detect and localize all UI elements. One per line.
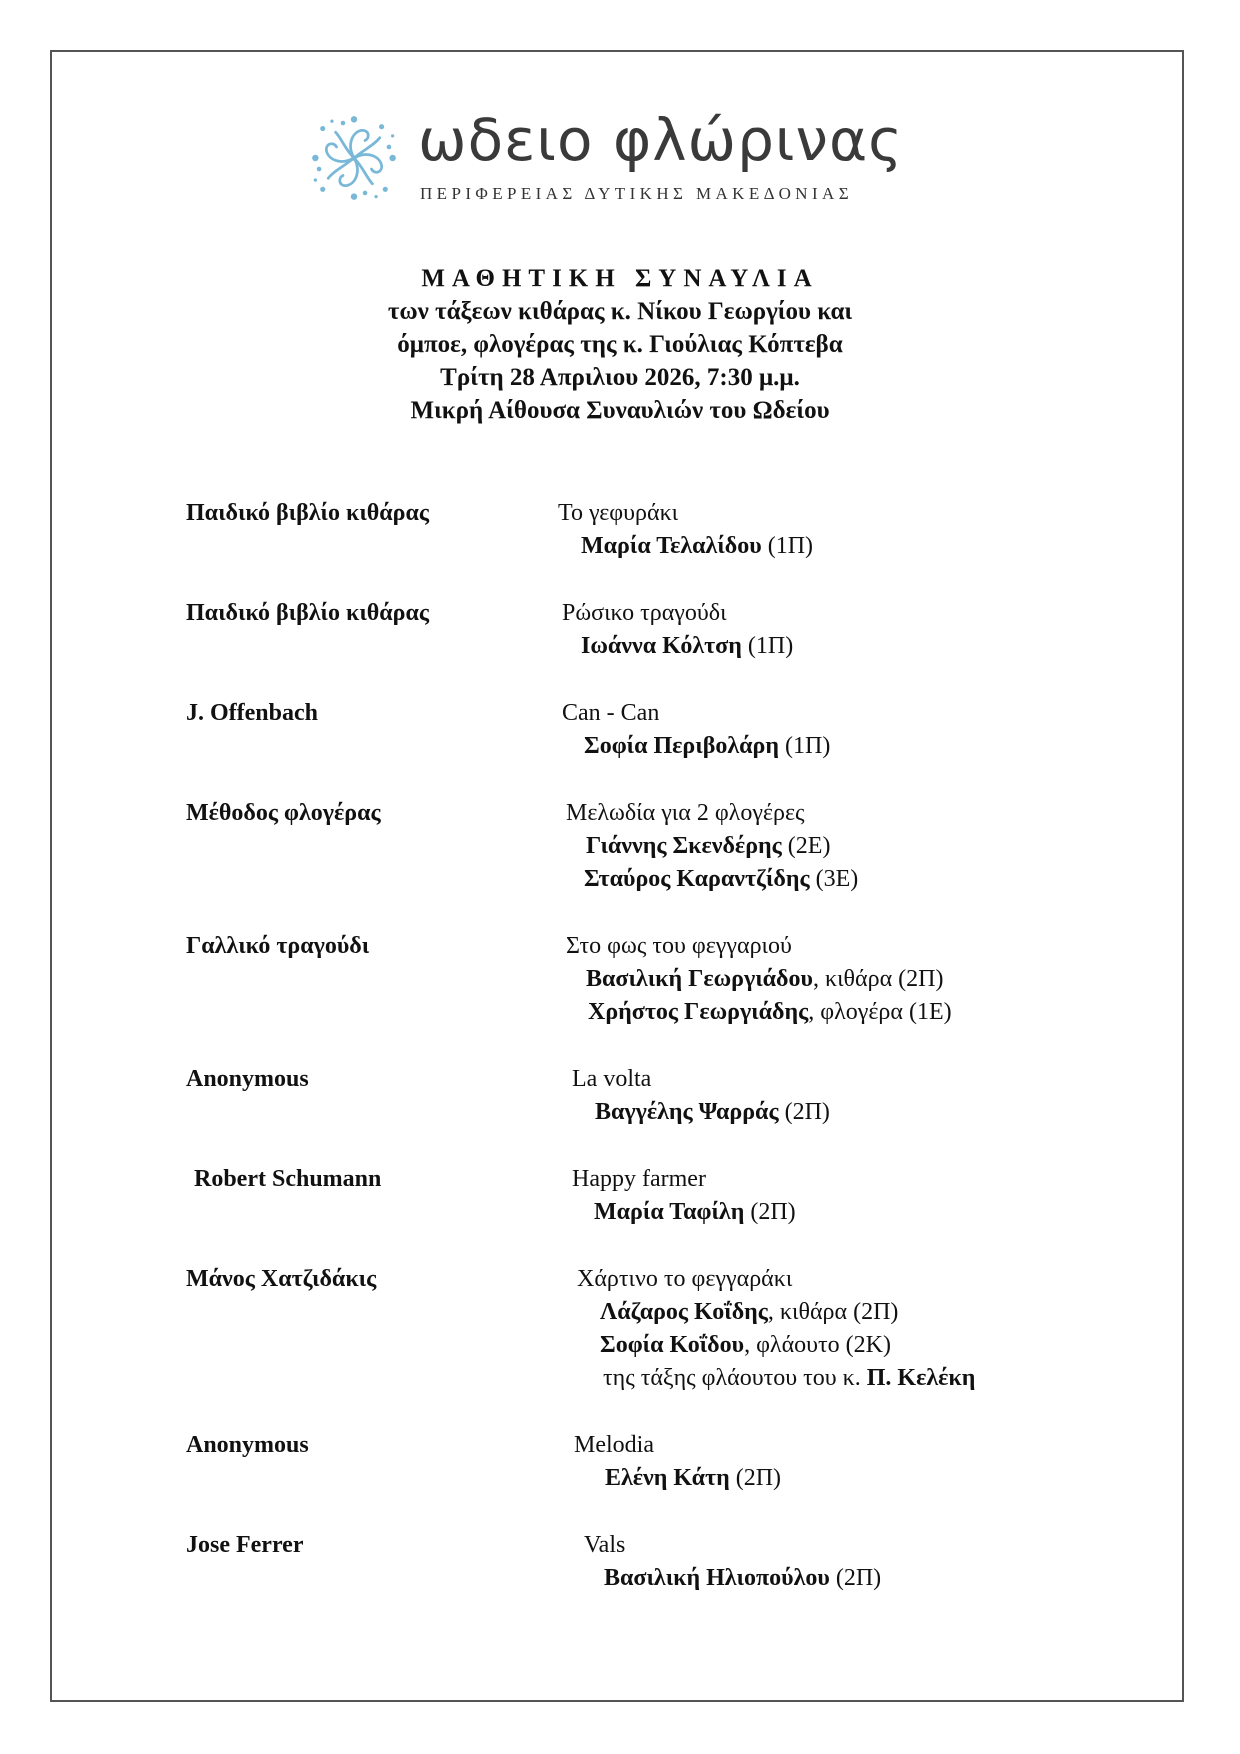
logo-flower-icon [308,112,400,204]
program-piece: Can - Can [562,700,660,726]
program-composer: Γαλλικό τραγούδι [186,933,370,959]
program-performer: Σοφία Κοΐδου, φλάουτο (2Κ) [600,1332,891,1358]
program-composer: Παιδικό βιβλίο κιθάρας [186,500,430,526]
program-performer: Χρήστος Γεωργιάδης, φλογέρα (1Ε) [588,999,952,1025]
program-composer: Anonymous [186,1432,309,1458]
program-performer: Γιάννης Σκενδέρης (2Ε) [586,833,831,859]
program-performer: Μαρία Ταφίλη (2Π) [594,1199,796,1225]
logo [308,106,928,212]
program-composer: J. Offenbach [186,700,318,726]
program-piece: Ρώσικο τραγούδι [562,600,727,626]
program-composer: Anonymous [186,1066,309,1092]
program-performer: Βαγγέλης Ψαρράς (2Π) [595,1099,830,1125]
logo-subtitle: ΠΕΡΙΦΕΡΕΙΑΣ ΔΥΤΙΚΗΣ ΜΑΚΕΔΟΝΙΑΣ [420,184,854,203]
program-piece: Melodia [574,1432,654,1458]
program-composer: Robert Schumann [194,1166,382,1192]
program-composer: Μέθοδος φλογέρας [186,800,381,826]
program-performer: Ελένη Κάτη (2Π) [605,1465,782,1491]
header-line-2: όμποε, φλογέρας της κ. Γιούλιας Κόπτεβα [397,331,843,358]
program-composer: Παιδικό βιβλίο κιθάρας [186,600,430,626]
program-piece: Χάρτινο το φεγγαράκι [577,1266,793,1292]
program-performer: Μαρία Τελαλίδου (1Π) [581,533,814,559]
concert-header [0,262,1240,427]
program-composer: Jose Ferrer [186,1532,304,1558]
logo-name: ωδειο φλώρινας [418,106,904,174]
program-piece: Happy farmer [572,1166,706,1192]
program-performer: Βασιλική Ηλιοπούλου (2Π) [604,1565,882,1591]
program-performer: Βασιλική Γεωργιάδου, κιθάρα (2Π) [586,966,944,992]
program-performer: Σταύρος Καραντζίδης (3Ε) [584,866,859,892]
program-performer: Ιωάννα Κόλτση (1Π) [581,633,794,659]
program-piece: Vals [584,1532,626,1558]
program-piece: Στο φως του φεγγαριού [566,933,792,959]
program-composer: Μάνος Χατζιδάκις [186,1266,377,1292]
program-note: της τάξης φλάουτου του κ. Π. Κελέκη [603,1365,976,1391]
program-performer: Σοφία Περιβολάρη (1Π) [584,733,831,759]
program-performer: Λάζαρος Κοΐδης, κιθάρα (2Π) [600,1299,899,1325]
program-piece: Το γεφυράκι [558,500,679,526]
concert-date: Τρίτη 28 Απριλιου 2026, 7:30 μ.μ. [440,364,800,391]
program-piece: La volta [572,1066,652,1092]
concert-title: ΜΑΘΗΤΙΚΗ ΣΥΝΑΥΛΙΑ [421,265,819,292]
concert-venue: Μικρή Αίθουσα Συναυλιών του Ωδείου [410,397,830,424]
program-piece: Μελωδία για 2 φλογέρες [566,800,805,826]
header-line-1: των τάξεων κιθάρας κ. Νίκου Γεωργίου και [387,298,853,325]
